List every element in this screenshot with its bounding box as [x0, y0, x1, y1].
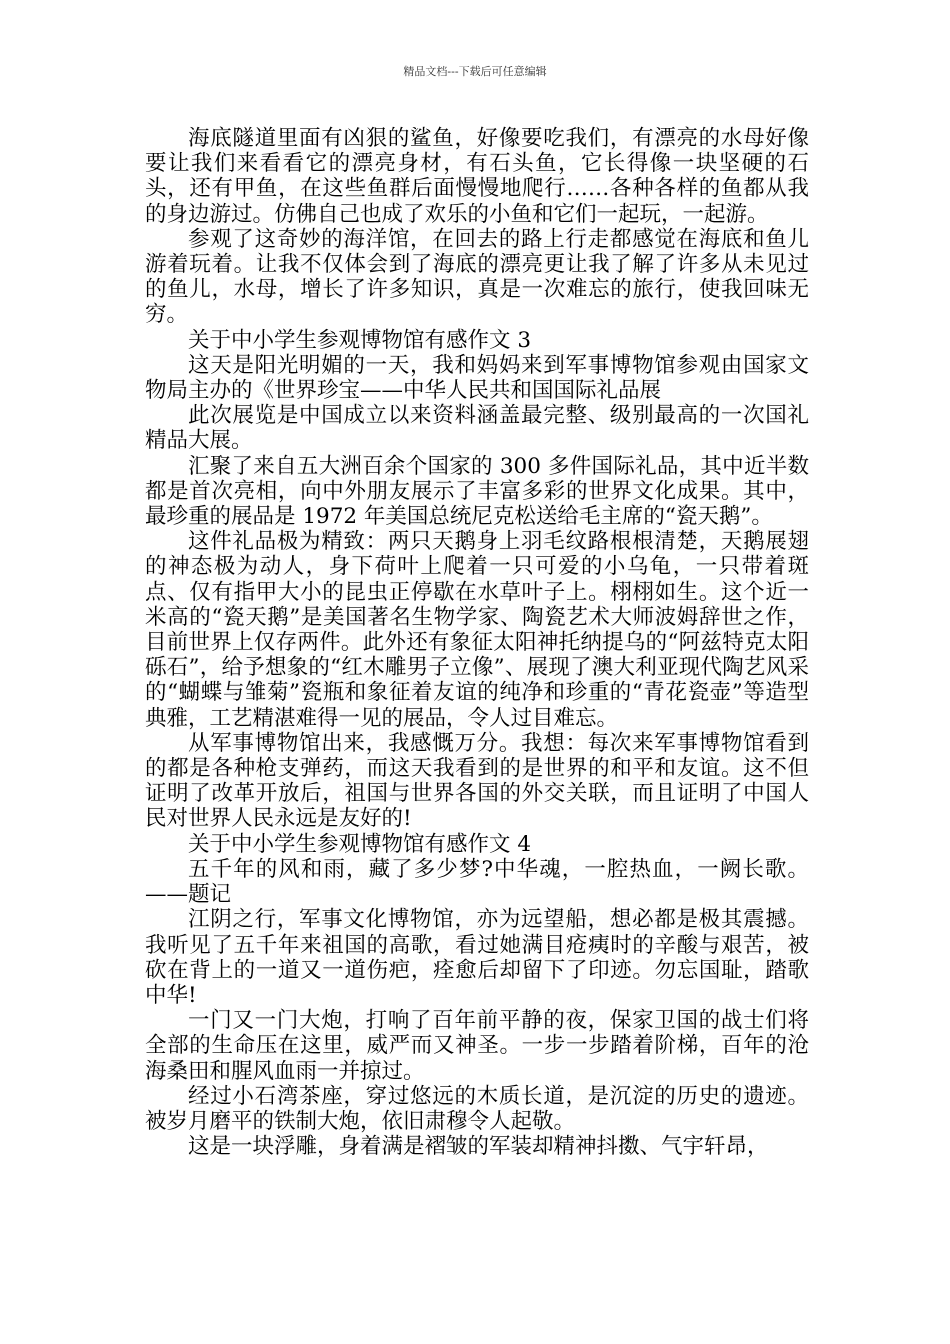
paragraph: 海底隧道里面有凶狠的鲨鱼，好像要吃我们，有漂亮的水母好像要让我们来看看它的漂亮身材，有石头鱼，它长得像一块坚硬的石头，还有甲鱼，在这些鱼群后面慢慢地爬行……各种各样的鱼都从我的身边游过。仿佛自己也成了欢乐的小鱼和它们一起玩，一起游。	[145, 126, 809, 227]
document-body	[145, 126, 809, 1159]
paragraph: 江阴之行，军事文化博物馆，亦为远望船，想必都是极其震撼。我听见了五千年来祖国的高歌，看过她满目疮痍时的辛酸与艰苦，被砍在背上的一道又一道伤疤，痊愈后却留下了印迹。勿忘国耻，踏歌中华!	[145, 907, 809, 1008]
page-header: 精品文档---下载后可任意编辑	[403, 65, 547, 78]
paragraph: 一门又一门大炮，打响了百年前平静的夜，保家卫国的战士们将全部的生命压在这里，威严而又神圣。一步一步踏着阶梯，百年的沧海桑田和腥风血雨一并掠过。	[145, 1008, 809, 1084]
paragraph: 此次展览是中国成立以来资料涵盖最完整、级别最高的一次国礼精品大展。	[145, 403, 809, 454]
paragraph: 参观了这奇妙的海洋馆，在回去的路上行走都感觉在海底和鱼儿游着玩着。让我不仅体会到了海底的漂亮更让我了解了许多从未见过的鱼儿，水母，增长了许多知识，真是一次难忘的旅行，使我回味无穷。	[145, 226, 809, 328]
paragraph: 五千年的风和雨，藏了多少梦?中华魂，一腔热血，一阙长歌。——题记	[145, 856, 809, 908]
section-heading: 关于中小学生参观博物馆有感作文 3	[188, 327, 532, 353]
paragraph: 经过小石湾茶座，穿过悠远的木质长道，是沉淀的历史的遗迹。被岁月磨平的铁制大炮，依旧肃穆令人起敬。	[145, 1083, 809, 1134]
section-heading: 关于中小学生参观博物馆有感作文 4	[188, 831, 532, 857]
paragraph: 这件礼品极为精致：两只天鹅身上羽毛纹路根根清楚，天鹅展翅的神态极为动人，身下荷叶上爬着一只可爱的小乌龟，一只带着斑点、仅有指甲大小的昆虫正停歇在水草叶子上。栩栩如生。这个近一米高的“瓷天鹅”是美国著名生物学家、陶瓷艺术大师波姆辞世之作，目前世界上仅存两件。此外还有象征太阳神托纳提乌的“阿兹特克太阳砾石”，给予想象的“红木雕男子立像”、展现了澳大利亚现代陶艺风采的“蝴蝶与雏菊”瓷瓶和象征着友谊的纯净和珍重的“青花瓷壶”等造型典雅，工艺精湛难得一见的展品，令人过目难忘。	[145, 529, 809, 731]
paragraph: 这是一块浮雕，身着满是褶皱的军装却精神抖擞、气宇轩昂，	[188, 1134, 769, 1160]
paragraph: 从军事博物馆出来，我感慨万分。我想：每次来军事博物馆看到的都是各种枪支弹药，而这天我看到的是世界的和平和友谊。这不但证明了改革开放后，祖国与世界各国的外交关联，而且证明了中国人民对世界人民永远是友好的!	[145, 730, 809, 832]
paragraph: 这天是阳光明媚的一天，我和妈妈来到军事博物馆参观由国家文物局主办的《世界珍宝——中华人民共和国国际礼品展	[145, 352, 809, 404]
paragraph: 汇聚了来自五大洲百余个国家的 300 多件国际礼品，其中近半数都是首次亮相，向中外朋友展示了丰富多彩的世界文化成果。其中，最珍重的展品是 1972 年美国总统尼克松送给毛主席的“瓷天鹅”。	[145, 453, 809, 530]
